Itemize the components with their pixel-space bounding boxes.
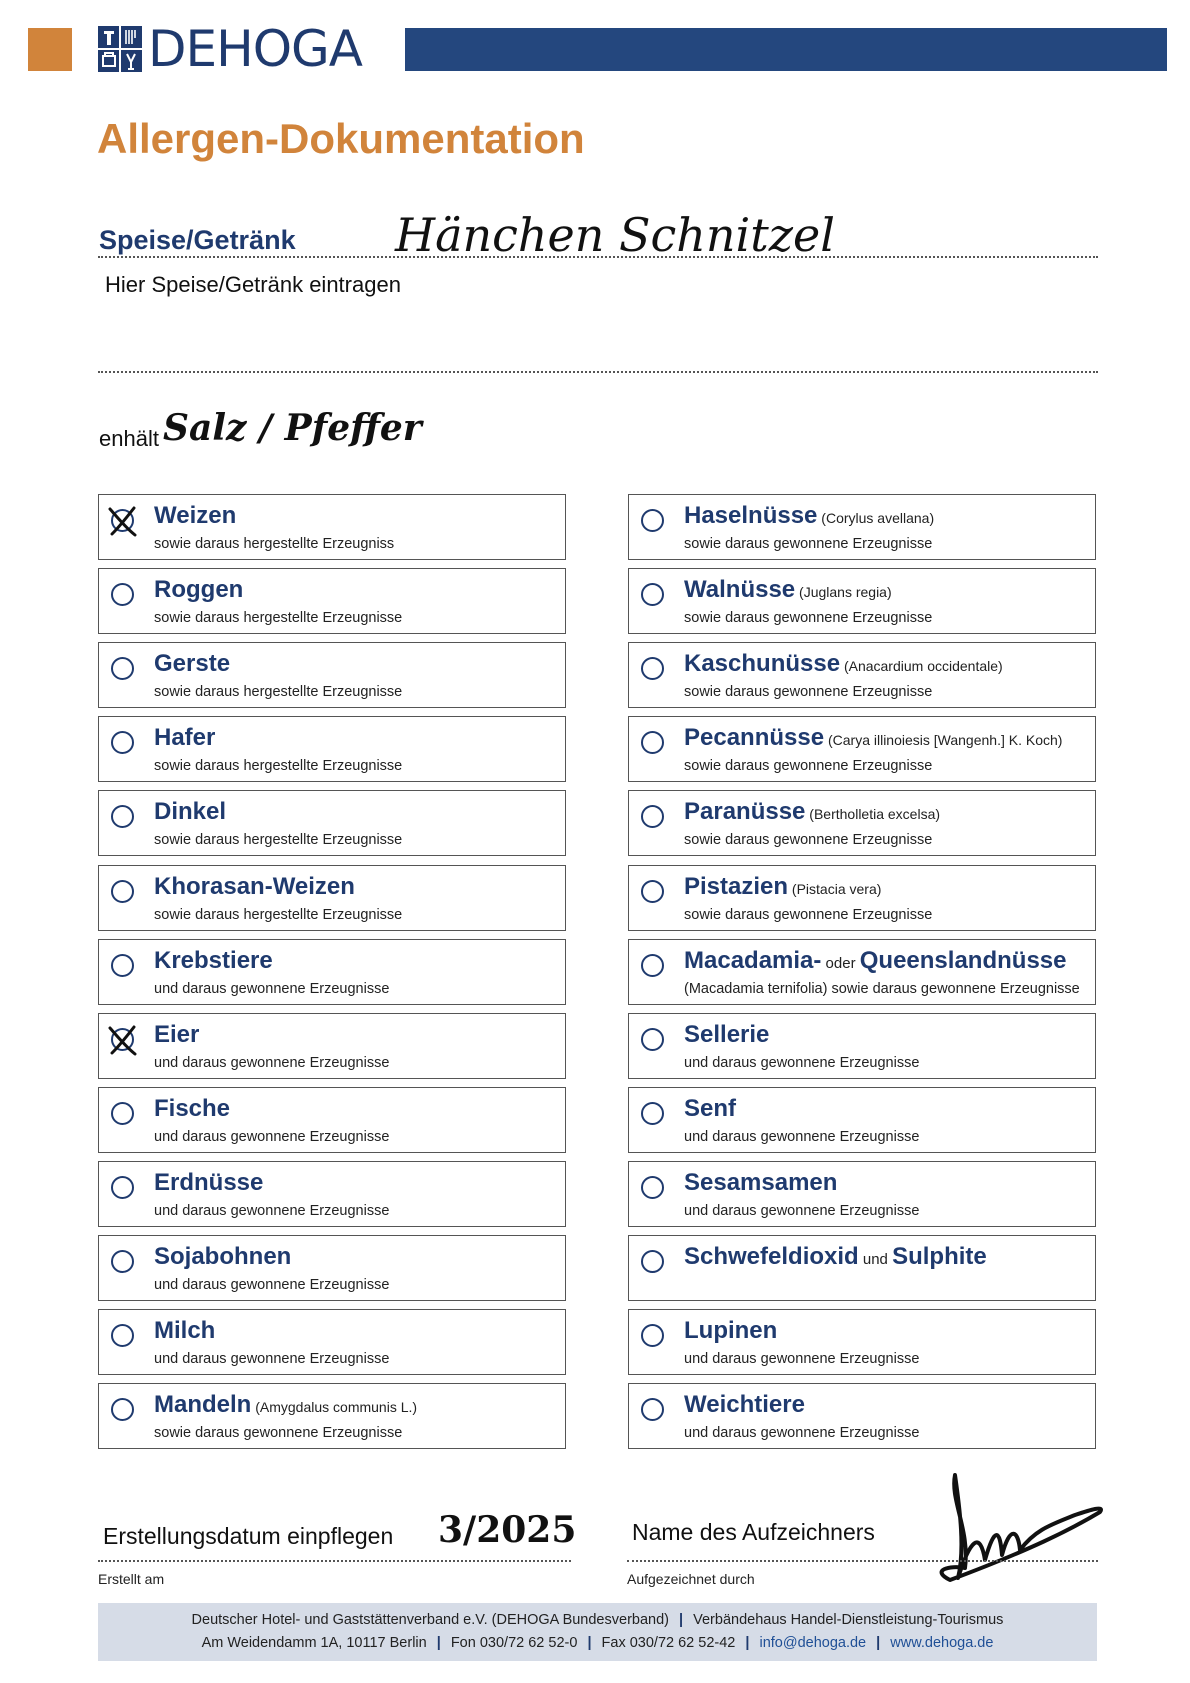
footer-email-link[interactable]: info@dehoga.de: [759, 1635, 867, 1651]
allergen-latin-name: (Corylus avellana): [817, 510, 935, 526]
allergen-name: [154, 1244, 291, 1270]
handwritten-cross-mark-icon: [107, 505, 139, 537]
dehoga-logo: [98, 20, 362, 78]
brand-accent-square: [28, 28, 72, 71]
allergen-checkbox[interactable]: [111, 880, 134, 903]
allergen-box: [98, 568, 566, 634]
allergen-description: (Macadamia ternifolia) sowie daraus gewonnene Erzeugnisse: [684, 980, 1080, 997]
allergen-description: sowie daraus gewonnene Erzeugnisse: [684, 832, 933, 849]
allergen-name-text: Paranüsse: [684, 798, 806, 826]
allergen-name: [684, 874, 881, 900]
allergen-name: [154, 874, 355, 900]
footer-line-2: Am Weidendamm 1A, 10117 Berlin | Fon 030/72 62 52-0 | Fax 030/72 62 52-42 | info@dehoga.de | www.dehoga.de: [201, 1635, 994, 1651]
allergen-name: [154, 1392, 417, 1418]
allergen-name: [684, 577, 892, 603]
recorder-caption: Aufgezeichnet durch: [627, 1571, 755, 1587]
allergen-name: [154, 651, 230, 677]
allergen-checkbox[interactable]: [641, 583, 664, 606]
footer-fax: Fax 030/72 62 52-42: [601, 1635, 736, 1651]
logo-wordmark: DEHOGA: [148, 20, 362, 78]
allergen-description: und daraus gewonnene Erzeugnisse: [154, 1202, 390, 1219]
footer-address: Am Weidendamm 1A, 10117 Berlin: [201, 1635, 427, 1651]
allergen-name-text: Eier: [154, 1020, 200, 1048]
date-line: [98, 1560, 571, 1562]
hotel-emblem-icon: [98, 26, 142, 72]
allergen-box: [98, 716, 566, 782]
allergen-box: [628, 1161, 1096, 1227]
allergen-box: [628, 790, 1096, 856]
allergen-box: [98, 865, 566, 931]
dish-label: Speise/Getränk: [99, 225, 296, 255]
allergen-description: und daraus gewonnene Erzeugnisse: [684, 1351, 920, 1368]
allergen-description: sowie daraus gewonnene Erzeugnisse: [684, 684, 933, 701]
allergen-box: [628, 865, 1096, 931]
allergen-name-text: Roggen: [154, 576, 244, 604]
date-caption: Erstellt am: [98, 1571, 165, 1587]
allergen-name: [684, 799, 940, 825]
allergen-box: [98, 1161, 566, 1227]
document-title: Allergen-Dokumentation: [97, 115, 585, 162]
allergen-box: [628, 1087, 1096, 1153]
allergen-box: [98, 1309, 566, 1375]
recorder-signature[interactable]: [910, 1470, 1110, 1590]
contains-handwritten-value[interactable]: Salz / Pfeffer: [163, 407, 422, 449]
allergen-box: [98, 642, 566, 708]
allergen-name-text: Krebstiere: [154, 946, 273, 974]
allergen-description: und daraus gewonnene Erzeugnisse: [154, 1054, 390, 1071]
allergen-name: [684, 948, 1066, 974]
allergen-name: [684, 503, 934, 529]
allergen-box: [98, 1013, 566, 1079]
allergen-description: und daraus gewonnene Erzeugnisse: [154, 980, 390, 997]
allergen-box: [628, 1309, 1096, 1375]
allergen-checkbox[interactable]: [111, 805, 134, 828]
allergen-box: [98, 1087, 566, 1153]
allergen-checkbox[interactable]: [641, 1250, 664, 1273]
allergen-description: sowie daraus gewonnene Erzeugnisse: [684, 906, 933, 923]
allergen-box: [628, 716, 1096, 782]
allergen-latin-name: (Carya illinoiesis [Wangenh.] K. Koch): [824, 732, 1063, 749]
allergen-latin-name: (Pistacia vera): [788, 880, 882, 897]
allergen-name-text: Fische: [154, 1094, 231, 1122]
allergen-name: [154, 799, 226, 825]
allergen-checkbox[interactable]: [641, 1176, 664, 1199]
footer-building: Verbändehaus Handel-Dienstleistung-Tourismus: [693, 1612, 1004, 1628]
allergen-box: [98, 1235, 566, 1301]
allergen-description: sowie daraus gewonnene Erzeugnisse: [684, 536, 933, 552]
allergen-name-text: Lupinen: [684, 1317, 778, 1345]
handwritten-cross-mark-icon: [107, 1024, 139, 1056]
allergen-name-text: Kaschunüsse: [684, 650, 841, 678]
allergen-name: [154, 1170, 263, 1196]
allergen-checkbox[interactable]: [641, 1398, 664, 1421]
allergen-name-text: Erdnüsse: [154, 1168, 264, 1196]
allergen-box: [628, 939, 1096, 1005]
allergen-box: [98, 1383, 566, 1449]
allergen-checkbox[interactable]: [641, 1028, 664, 1051]
allergen-description: sowie daraus hergestellte Erzeugnisse: [154, 758, 403, 775]
footer-line-1: Deutscher Hotel- und Gaststättenverband e.V. (DEHOGA Bundesverband) | Verbändehaus Handel-Dienstleistung-Tourismus: [191, 1612, 1004, 1628]
footer-org-short: (DEHOGA Bundesverband): [491, 1612, 669, 1628]
allergen-name-text: Mandeln: [154, 1391, 252, 1419]
allergen-description: und daraus gewonnene Erzeugnisse: [684, 1202, 920, 1219]
allergen-description: sowie daraus hergestellte Erzeugnisse: [154, 832, 403, 849]
allergen-checkbox[interactable]: [111, 731, 134, 754]
allergen-name-text: Gerste: [154, 650, 231, 678]
allergen-name-joiner: oder: [821, 954, 860, 972]
recorder-line: [627, 1560, 1098, 1562]
date-handwritten-value[interactable]: 3/2025: [438, 1509, 577, 1551]
allergen-name-text: Sojabohnen: [154, 1243, 292, 1270]
allergen-box: [98, 939, 566, 1005]
allergen-name: [684, 1096, 736, 1122]
dish-entry-line: [98, 256, 1098, 258]
allergen-description: sowie daraus hergestellte Erzeugnisse: [154, 906, 403, 923]
allergen-name: [154, 1318, 215, 1344]
allergen-name: [154, 948, 273, 974]
allergen-box: [628, 494, 1096, 560]
allergen-name: [154, 1022, 199, 1048]
allergen-latin-name: (Anacardium occidentale): [840, 658, 1003, 675]
allergen-checkbox[interactable]: [641, 1102, 664, 1125]
allergen-box: [628, 1383, 1096, 1449]
header-bar: [405, 28, 1167, 71]
allergen-name: [684, 651, 1003, 677]
allergen-name-text: Sellerie: [684, 1020, 770, 1048]
allergen-name: [154, 725, 215, 751]
allergen-box: [628, 642, 1096, 708]
allergen-checkbox[interactable]: [111, 1324, 134, 1347]
allergen-checkbox[interactable]: [111, 1176, 134, 1199]
allergen-name: [684, 1170, 837, 1196]
allergen-description: sowie daraus hergestellte Erzeugnisse: [154, 684, 403, 701]
allergen-checkbox[interactable]: [641, 1324, 664, 1347]
allergen-name: [154, 1096, 230, 1122]
allergen-name: [154, 577, 243, 603]
allergen-name-second: Queenslandnüsse: [859, 946, 1067, 974]
allergen-latin-name: (Juglans regia): [795, 584, 892, 601]
allergen-name-text: Sesamsamen: [684, 1168, 838, 1196]
recorder-hint: Name des Aufzeichners: [632, 1519, 875, 1545]
allergen-name-text: Milch: [154, 1317, 216, 1345]
footer-org: Deutscher Hotel- und Gaststättenverband e.V.: [191, 1612, 488, 1628]
allergen-name-second: Sulphite: [892, 1243, 987, 1270]
allergen-name-text: Dinkel: [154, 798, 227, 826]
allergen-checkbox[interactable]: [111, 657, 134, 680]
allergen-latin-name: (Bertholletia excelsa): [805, 806, 941, 823]
allergen-box: [98, 790, 566, 856]
allergen-checkbox[interactable]: [111, 1250, 134, 1273]
allergen-latin-name: (Amygdalus communis L.): [251, 1399, 418, 1416]
allergen-description: sowie daraus gewonnene Erzeugnisse: [684, 758, 933, 775]
allergen-description: und daraus gewonnene Erzeugnisse: [684, 1128, 920, 1145]
allergen-name-text: Pecannüsse: [684, 724, 825, 752]
allergen-name-text: Walnüsse: [684, 576, 796, 604]
allergen-name-text: Haselnüsse: [684, 502, 818, 529]
allergen-description: sowie daraus gewonnene Erzeugnisse: [154, 1425, 403, 1442]
allergen-checkbox[interactable]: [641, 657, 664, 680]
allergen-checkbox[interactable]: [641, 731, 664, 754]
allergen-checkbox[interactable]: [641, 954, 664, 977]
footer: [98, 1603, 1097, 1661]
dish-hint: Hier Speise/Getränk eintragen: [105, 272, 401, 297]
footer-web-link[interactable]: www.dehoga.de: [890, 1635, 994, 1651]
allergen-name-text: Khorasan-Weizen: [154, 872, 355, 900]
allergen-name: [684, 1244, 987, 1270]
allergen-description: und daraus gewonnene Erzeugnisse: [684, 1054, 920, 1071]
allergen-checkbox[interactable]: [111, 1102, 134, 1125]
allergen-name-text: Schwefeldioxid: [684, 1243, 859, 1270]
dish-handwritten-value[interactable]: Hänchen Schnitzel: [395, 208, 835, 262]
allergen-name: [684, 1392, 805, 1418]
allergen-name: [684, 1318, 777, 1344]
allergen-description: sowie daraus gewonnene Erzeugnisse: [684, 610, 933, 627]
allergen-box: [628, 1013, 1096, 1079]
allergen-checkbox[interactable]: [111, 954, 134, 977]
allergen-checkbox[interactable]: [641, 805, 664, 828]
allergen-description: sowie daraus hergestellte Erzeugniss: [154, 536, 395, 552]
allergen-name-text: Weizen: [154, 502, 237, 529]
allergen-description: sowie daraus hergestellte Erzeugnisse: [154, 610, 403, 627]
allergen-name: [154, 503, 236, 529]
allergen-description: und daraus gewonnene Erzeugnisse: [154, 1128, 390, 1145]
dish-second-line: [98, 371, 1098, 373]
allergen-name-text: Pistazien: [684, 872, 789, 900]
allergen-name-text: Weichtiere: [684, 1391, 805, 1419]
allergen-checkbox[interactable]: [641, 880, 664, 903]
footer-phone: Fon 030/72 62 52-0: [450, 1635, 578, 1651]
contains-label: enhält: [99, 426, 159, 451]
allergen-checkbox[interactable]: [111, 1398, 134, 1421]
allergen-name-text: Macadamia-: [684, 946, 822, 974]
allergen-box: [628, 568, 1096, 634]
allergen-box: [98, 494, 566, 560]
allergen-name-text: Senf: [684, 1094, 737, 1122]
allergen-checkbox[interactable]: [641, 509, 664, 532]
allergen-name: [684, 725, 1062, 751]
allergen-name: [684, 1022, 769, 1048]
allergen-name-joiner: und: [858, 1251, 893, 1268]
allergen-description: und daraus gewonnene Erzeugnisse: [154, 1277, 390, 1293]
date-hint: Erstellungsdatum einpflegen: [103, 1523, 394, 1549]
allergen-name-text: Hafer: [154, 724, 216, 752]
allergen-description: und daraus gewonnene Erzeugnisse: [684, 1425, 920, 1442]
allergen-checkbox[interactable]: [111, 583, 134, 606]
allergen-box: [628, 1235, 1096, 1301]
allergen-description: und daraus gewonnene Erzeugnisse: [154, 1351, 390, 1368]
